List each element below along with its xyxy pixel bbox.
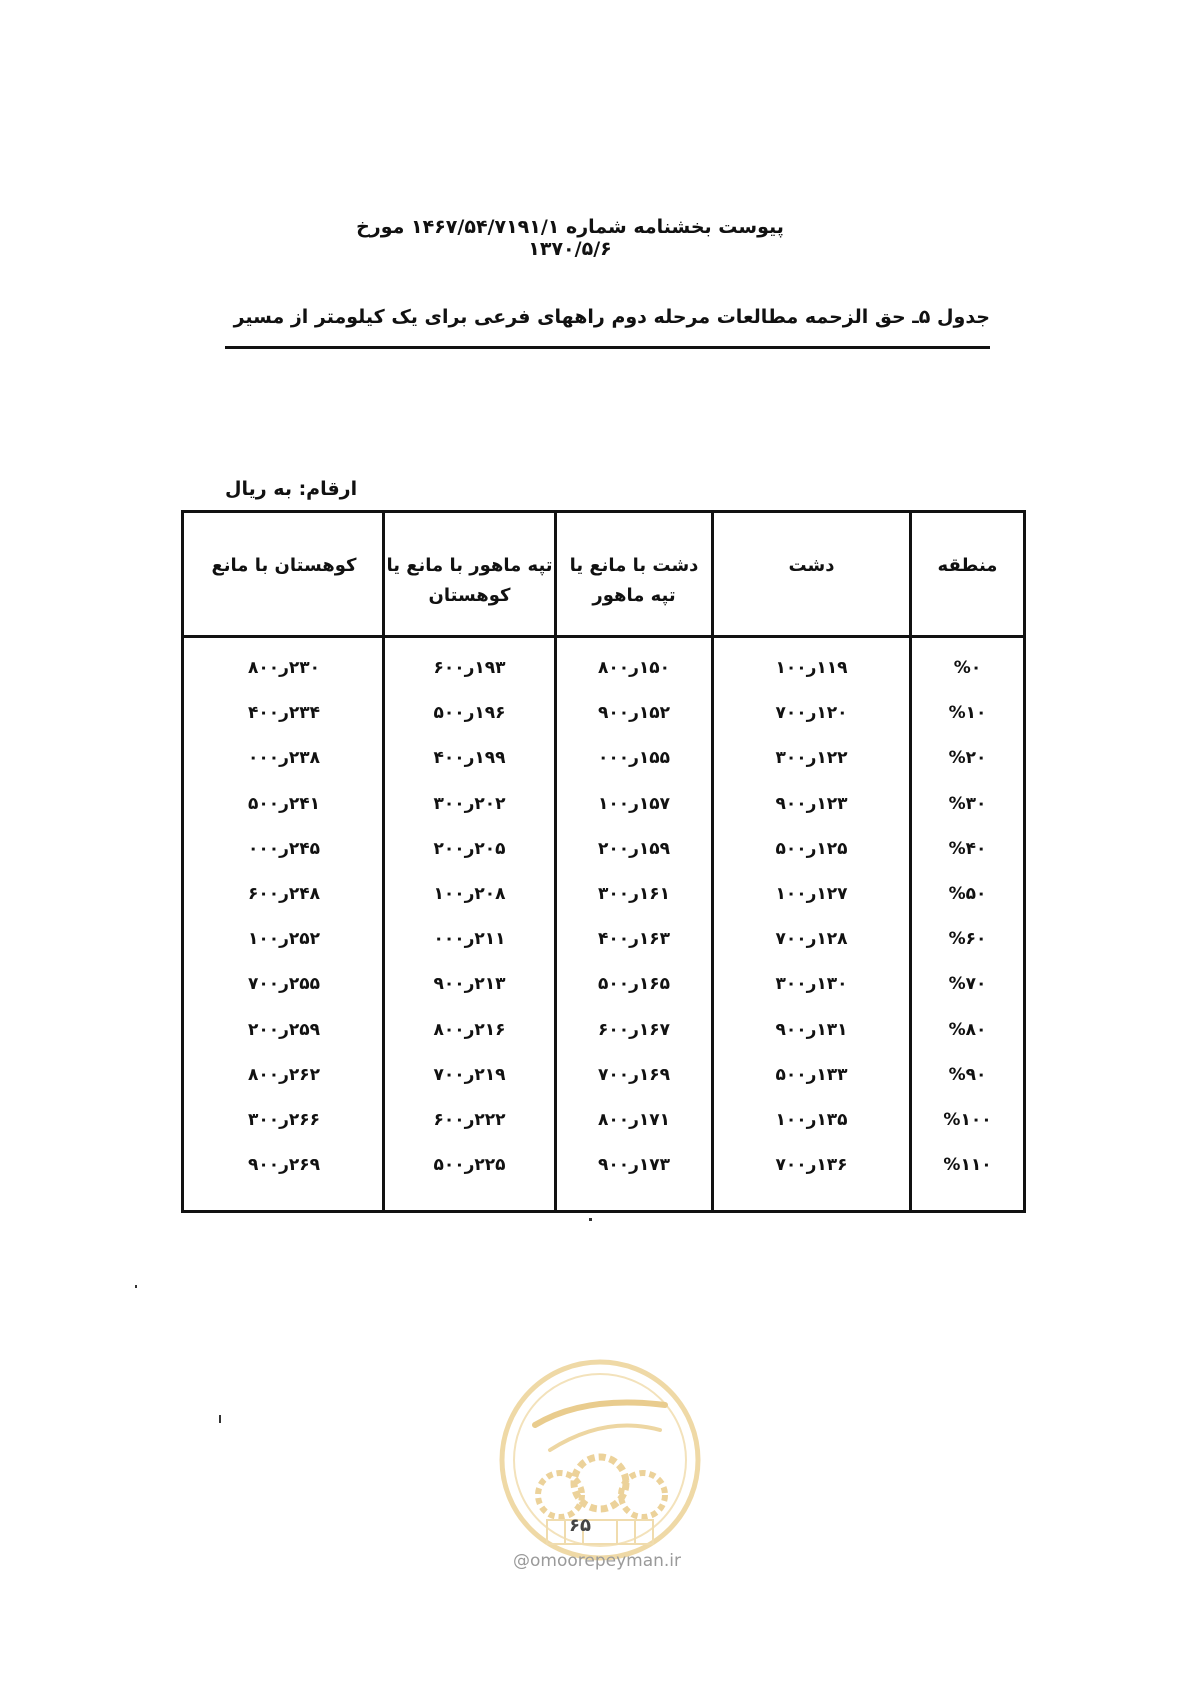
cell-hills-obstacle: ۲۰۸ر۱۰۰ [433,884,506,904]
cell-plain-obstacle: ۱۶۵ر۵۰۰ [597,974,671,994]
cell-hills-obstacle: ۲۰۵ر۲۰۰ [433,839,506,859]
cell-mountain-obstacle: ۲۶۹ر۹۰۰ [247,1155,321,1175]
cell-plain-obstacle: ۱۵۰ر۸۰۰ [597,658,671,678]
header-region: منطقه [937,555,998,576]
cell-plain-obstacle: ۱۶۳ر۴۰۰ [597,929,671,949]
cell-mountain-obstacle: ۲۳۸ر۰۰۰ [247,748,321,768]
cell-hills-obstacle: ۱۹۹ر۴۰۰ [433,748,506,768]
site-credit: @omoorepeyman.ir [512,1551,682,1571]
cell-plain-obstacle: ۱۵۹ر۲۰۰ [597,839,671,859]
scan-speck [589,1218,592,1221]
scan-speck [135,1285,137,1288]
cell-region: %۱۰۰ [943,1110,992,1130]
header-plain: دشت [788,555,835,576]
cell-plain: ۱۳۵ر۱۰۰ [775,1110,848,1130]
cell-plain-obstacle: ۱۵۲ر۹۰۰ [597,703,671,723]
header-mountain-obstacle: کوهستان با مانع [211,555,357,576]
cell-plain: ۱۲۵ر۵۰۰ [775,839,848,859]
cell-hills-obstacle: ۱۹۶ر۵۰۰ [433,703,506,723]
cell-mountain-obstacle: ۲۶۲ر۸۰۰ [247,1065,321,1085]
cell-hills-obstacle: ۱۹۳ر۶۰۰ [433,658,506,678]
cell-mountain-obstacle: ۲۶۶ر۳۰۰ [247,1110,321,1130]
header-plain-obstacle: دشت با مانع یا تپه ماهور [569,555,699,606]
cell-hills-obstacle: ۲۱۶ر۸۰۰ [433,1020,506,1040]
cell-plain: ۱۲۲ر۳۰۰ [775,748,848,768]
watermark-logo [495,1355,705,1565]
cell-plain: ۱۲۰ر۷۰۰ [775,703,848,723]
cell-plain: ۱۳۰ر۳۰۰ [775,974,848,994]
cell-region: %۴۰ [948,839,987,859]
cell-region: %۶۰ [948,929,987,949]
cell-plain-obstacle: ۱۷۱ر۸۰۰ [597,1110,671,1130]
cell-mountain-obstacle: ۲۵۵ر۷۰۰ [247,974,321,994]
cell-plain-obstacle: ۱۶۷ر۶۰۰ [597,1020,671,1040]
cell-mountain-obstacle: ۲۴۵ر۰۰۰ [247,839,321,859]
cell-hills-obstacle: ۲۱۱ر۰۰۰ [433,929,506,949]
fee-table [181,510,1026,1213]
cell-plain-obstacle: ۱۷۳ر۹۰۰ [597,1155,671,1175]
cell-region: %۲۰ [948,748,987,768]
cell-hills-obstacle: ۲۱۳ر۹۰۰ [433,974,506,994]
cell-mountain-obstacle: ۲۵۹ر۲۰۰ [247,1020,321,1040]
cell-plain: ۱۳۱ر۹۰۰ [775,1020,848,1040]
cell-hills-obstacle: ۲۲۵ر۵۰۰ [433,1155,506,1175]
attachment-header: پیوست بخشنامه شماره ۱۴۶۷/۵۴/۷۱۹۱/۱ مورخ ۱۳۷۰/۵/۶ [356,216,784,260]
cell-plain-obstacle: ۱۶۹ر۷۰۰ [597,1065,671,1085]
cell-region: %۸۰ [948,1020,987,1040]
cell-hills-obstacle: ۲۱۹ر۷۰۰ [433,1065,506,1085]
cell-plain: ۱۲۸ر۷۰۰ [775,929,848,949]
cell-hills-obstacle: ۲۰۲ر۳۰۰ [433,794,506,814]
cell-region: %۱۱۰ [943,1155,992,1175]
cell-plain: ۱۲۳ر۹۰۰ [775,794,848,814]
cell-region: %۰ [953,658,982,678]
cell-hills-obstacle: ۲۲۲ر۶۰۰ [433,1110,506,1130]
cell-plain-obstacle: ۱۵۷ر۱۰۰ [597,794,671,814]
cell-mountain-obstacle: ۲۳۰ر۸۰۰ [247,658,321,678]
cell-plain-obstacle: ۱۶۱ر۳۰۰ [597,884,671,904]
cell-plain: ۱۲۷ر۱۰۰ [775,884,848,904]
cell-plain-obstacle: ۱۵۵ر۰۰۰ [597,748,671,768]
cell-plain: ۱۳۶ر۷۰۰ [775,1155,848,1175]
units-note: ارقام: به ریال [225,478,358,500]
header-separator [184,635,1023,638]
page-number: ۶۵ [569,1515,591,1536]
table-title: جدول ۵ـ حق الزحمه مطالعات مرحله دوم راههای فرعی برای یک کیلومتر از مسیر [233,306,990,328]
cell-mountain-obstacle: ۲۳۴ر۴۰۰ [247,703,321,723]
cell-mountain-obstacle: ۲۴۱ر۵۰۰ [247,794,321,814]
cell-region: %۷۰ [948,974,987,994]
cell-mountain-obstacle: ۲۴۸ر۶۰۰ [247,884,321,904]
title-underline [225,346,990,349]
header-hills-obstacle: تپه ماهور با مانع یا کوهستان [386,555,553,606]
scan-speck [219,1415,221,1423]
cell-region: %۵۰ [948,884,987,904]
cell-region: %۱۰ [948,703,987,723]
cell-plain: ۱۱۹ر۱۰۰ [775,658,848,678]
cell-plain: ۱۳۳ر۵۰۰ [775,1065,848,1085]
cell-mountain-obstacle: ۲۵۲ر۱۰۰ [247,929,321,949]
cell-region: %۹۰ [948,1065,987,1085]
cell-region: %۳۰ [948,794,987,814]
